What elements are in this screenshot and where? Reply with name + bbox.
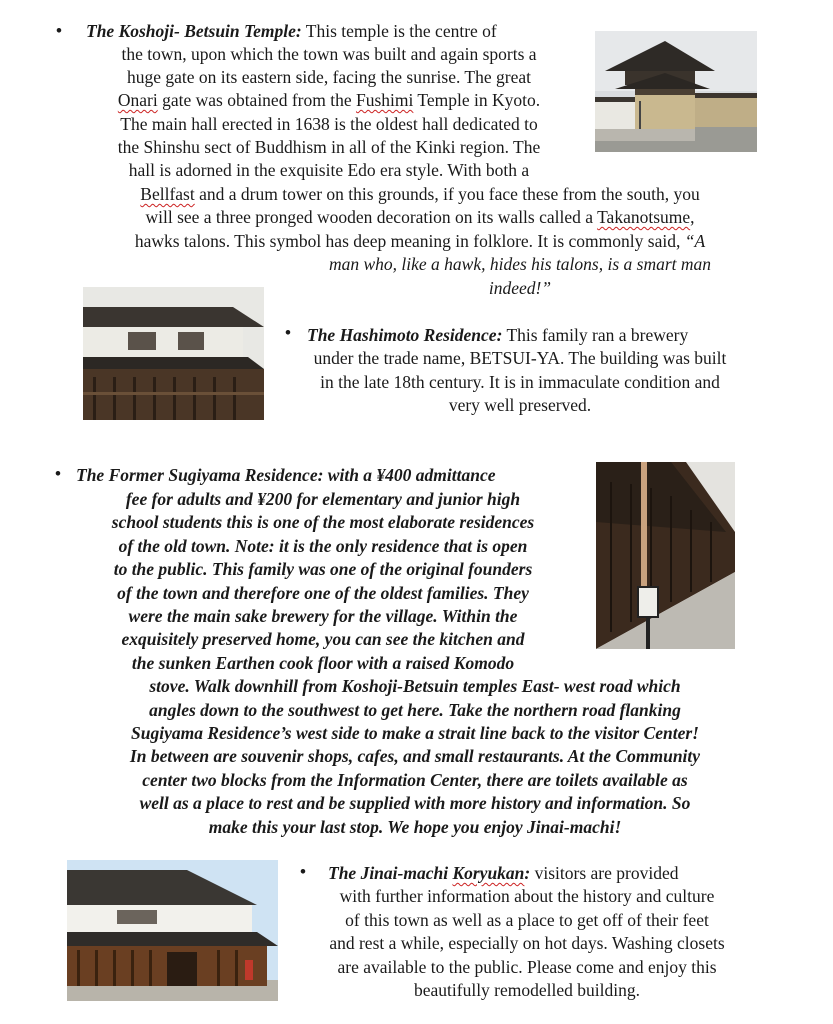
koshoji-line-7: hall is adorned in the exquisite Edo era style. With both a [128,160,530,180]
koshoji-line-3: huge gate on its eastern side, facing the sunrise. The great [127,67,531,87]
sugiyama-line-12: Sugiyama Residence’s west side to make a strait line back to the visitor Center! [131,723,699,743]
hashimoto-line-1: The Hashimoto Residence: This family ran a brewery [307,325,689,345]
sugiyama-line-15: well as a place to rest and be supplied with more history and information. So [139,793,691,813]
sugiyama-line-9: the sunken Earthen cook floor with a raised Komodo [131,653,515,673]
koshoji-quote-line-1: man who, like a hawk, hides his talons, is a smart man [328,254,712,274]
sugiyama-line-6: of the town and therefore one of the oldest families. They [117,583,529,603]
koryukan-line-5: are available to the public. Please come and enjoy this [337,957,717,977]
koshoji-line-1: The Koshoji- Betsuin Temple: This temple is the centre of [86,21,497,41]
koryukan-line-6: beautifully remodelled building. [414,980,640,1000]
bullet: • [55,464,61,483]
koshoji-line-4: Onari gate was obtained from the Fushimi Temple in Kyoto. [117,90,541,110]
bullet: • [300,862,306,881]
sugiyama-line-8: exquisitely preserved home, you can see the kitchen and [121,629,525,649]
sugiyama-line-2: fee for adults and ¥200 for elementary and junior high [125,489,521,509]
temple-photo [595,31,757,152]
sugiyama-line-13: In between are souvenir shops, cafes, and small restaurants. At the Community [129,746,701,766]
hashimoto-line-4: very well preserved. [448,395,592,415]
sugiyama-line-16: make this your last stop. We hope you enjoy Jinai-machi! [208,817,622,837]
sugiyama-line-1: The Former Sugiyama Residence: with a ¥400 admittance [76,465,496,485]
hashimoto-photo [83,287,264,420]
sugiyama-line-5: to the public. This family was one of the original founders [113,559,533,579]
koryukan-line-3: of this town as well as a place to get off of their feet [345,910,709,930]
sugiyama-line-11: angles down to the southwest to get here. Take the northern road flanking [149,700,681,720]
sugiyama-line-3: school students this is one of the most elaborate residences [111,512,535,532]
hashimoto-title: The Hashimoto Residence: [307,325,503,345]
koryukan-line-4: and rest a while, especially on hot days. Washing closets [329,933,725,953]
bullet: • [56,21,62,40]
koshoji-line-9: will see a three pronged wooden decoration on its walls called a Takanotsume, [145,207,695,227]
koshoji-line-5: The main hall erected in 1638 is the oldest hall dedicated to [120,114,538,134]
sugiyama-photo [596,462,735,649]
hashimoto-line-3: in the late 18th century. It is in immaculate condition and [320,372,720,392]
koshoji-line-2: the town, upon which the town was built and again sports a [121,44,537,64]
koshoji-quote-line-2: indeed!” [488,278,552,298]
koryukan-line-1: The Jinai-machi Koryukan: visitors are provided [328,863,679,883]
koryukan-title: The Jinai-machi Koryukan: [328,863,531,883]
koryukan-line-2: with further information about the history and culture [339,886,715,906]
hashimoto-line-2: under the trade name, BETSUI-YA. The building was built [313,348,727,368]
koryukan-photo [67,860,278,1001]
koshoji-title: The Koshoji- Betsuin Temple: [86,21,302,41]
sugiyama-line-7: were the main sake brewery for the village. Within the [128,606,518,626]
koshoji-line-10: hawks talons. This symbol has deep meaning in folklore. It is commonly said, “A [134,231,706,251]
koshoji-line-6: the Shinshu sect of Buddhism in all of the Kinki region. The [117,137,541,157]
sugiyama-line-10: stove. Walk downhill from Koshoji-Betsuin temples East- west road which [149,676,681,696]
bullet: • [285,323,291,342]
sugiyama-line-14: center two blocks from the Information Center, there are toilets available as [142,770,688,790]
koshoji-line-8: Bellfast and a drum tower on this grounds, if you face these from the south, you [140,184,700,204]
sugiyama-line-4: of the old town. Note: it is the only residence that is open [118,536,528,556]
